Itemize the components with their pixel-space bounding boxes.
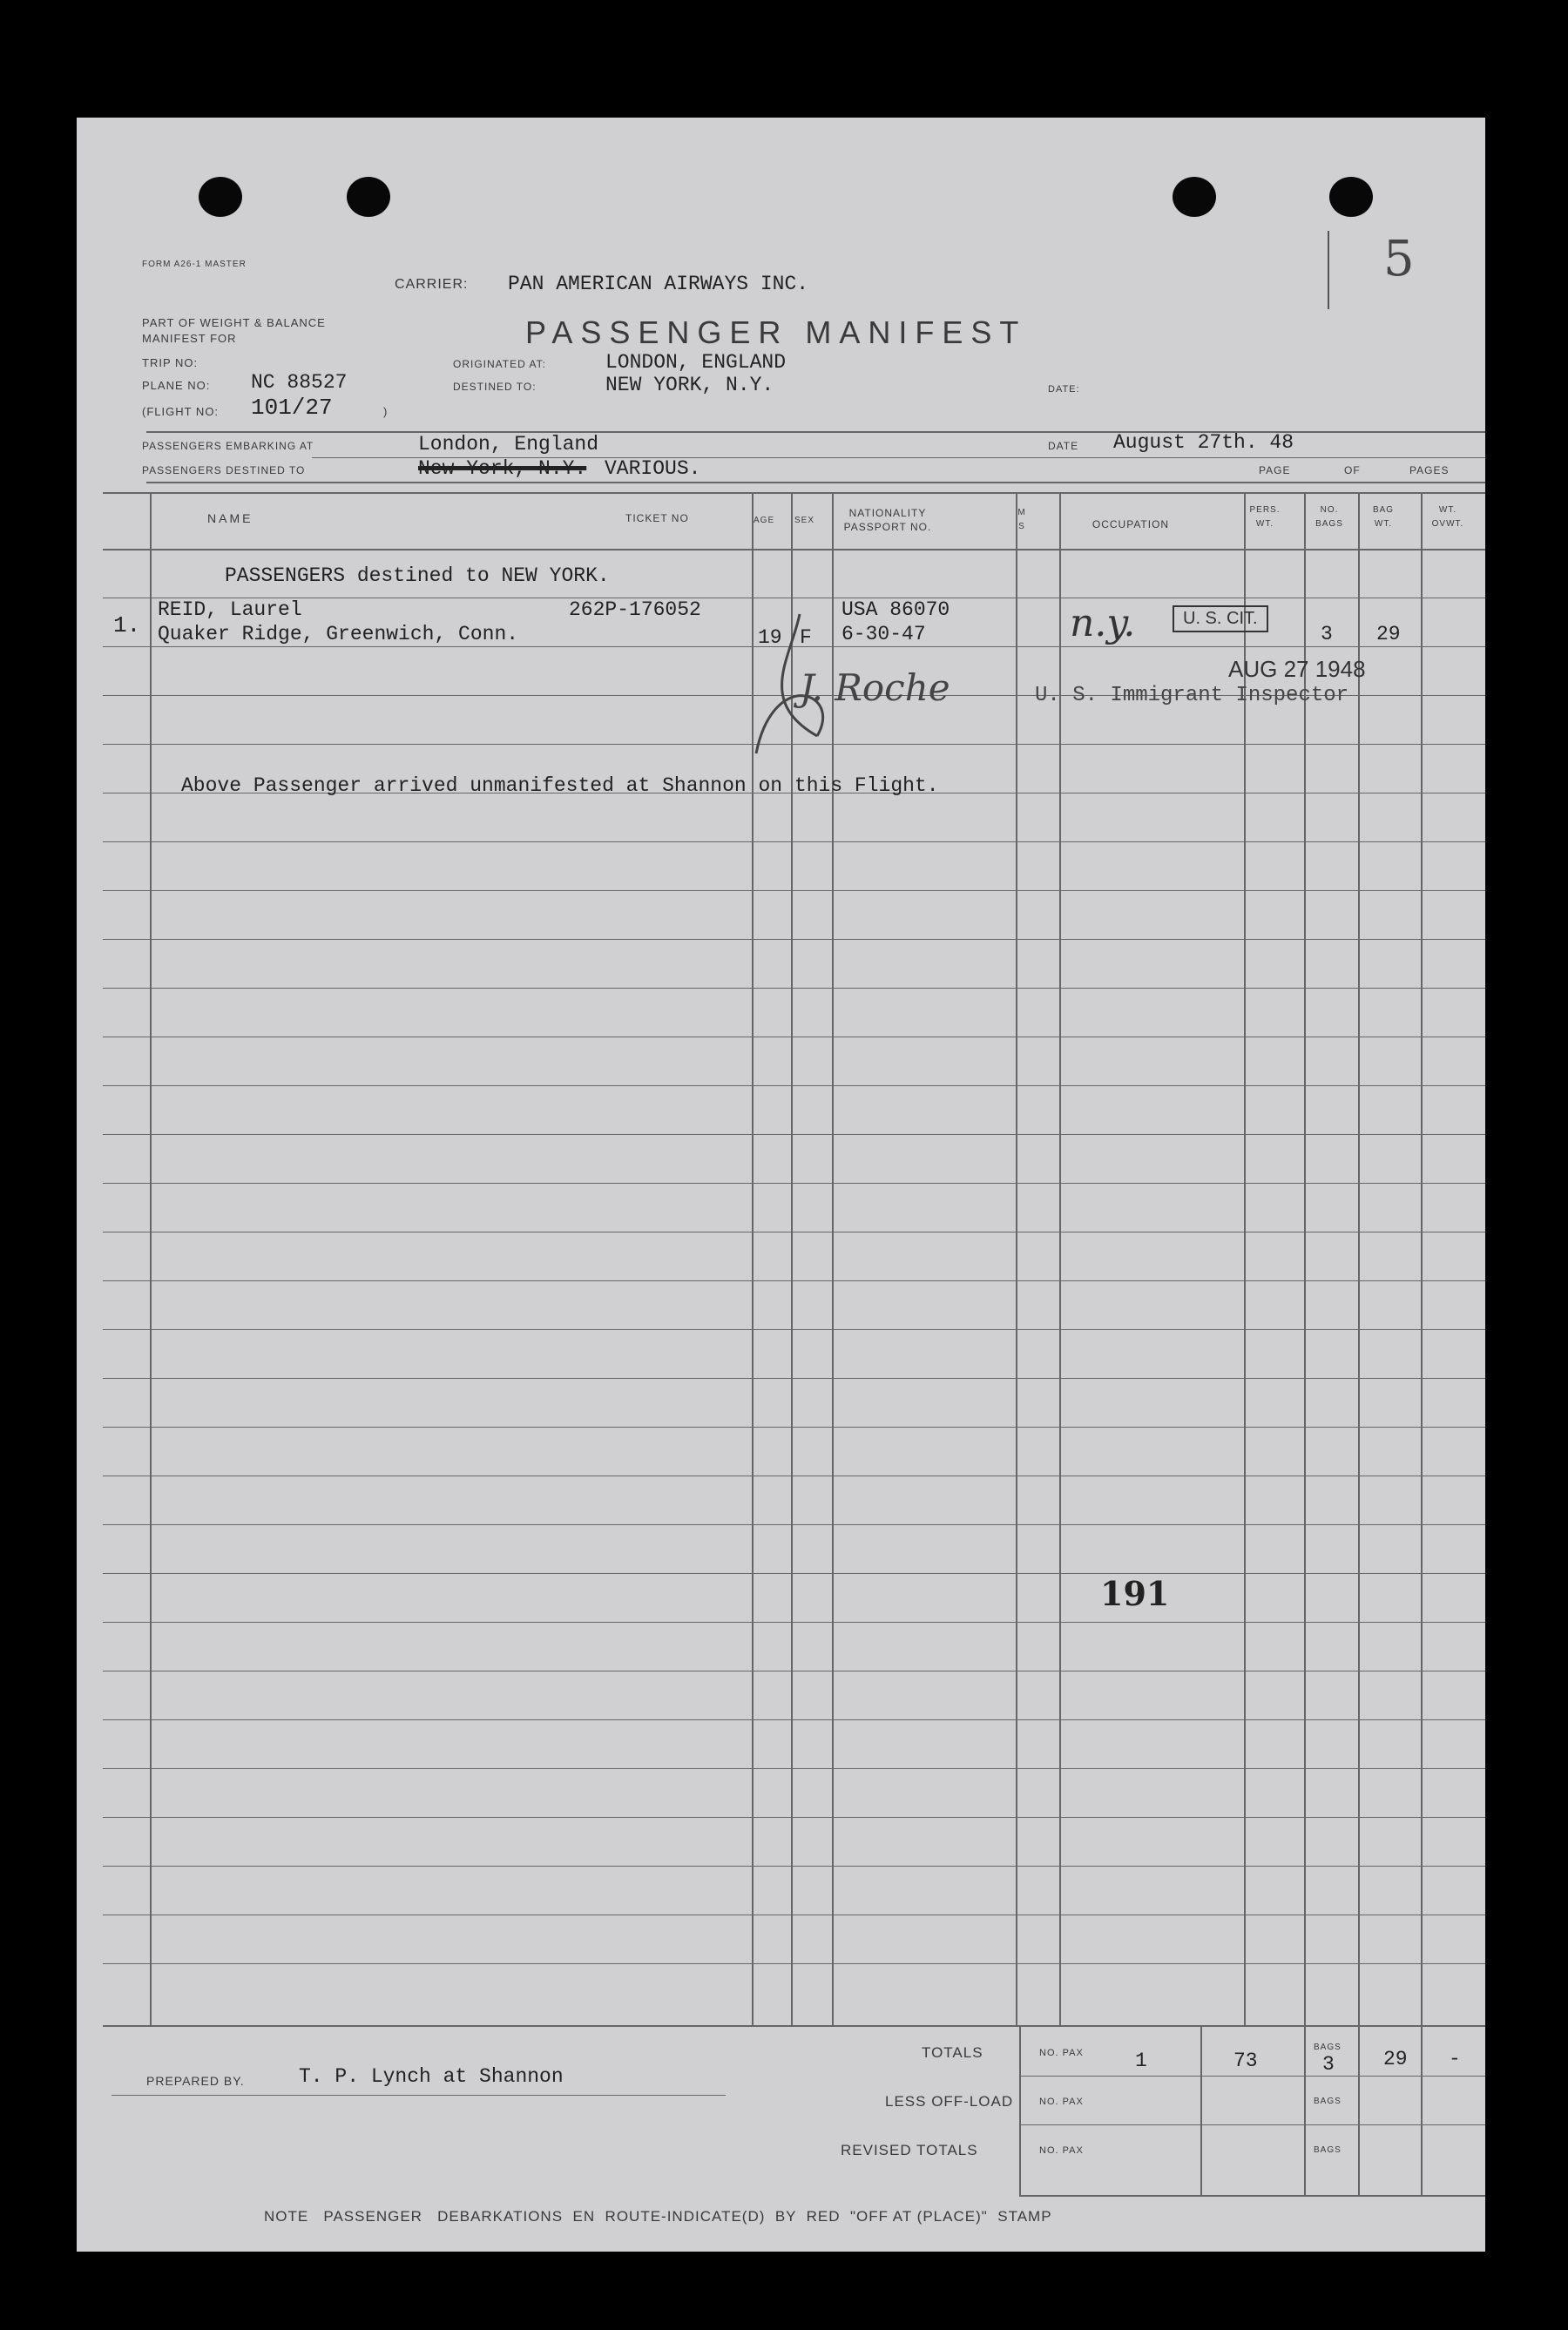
arrival-note: Above Passenger arrived unmanifested at Shannon on this Flight. xyxy=(181,774,939,797)
totals-rule xyxy=(1304,2025,1306,2195)
col-nationality: NATIONALITY xyxy=(848,507,927,519)
stamp-date: AUG 27 1948 xyxy=(1228,656,1366,682)
flight-no-close: ) xyxy=(383,405,389,418)
table-rule xyxy=(103,1524,1485,1525)
table-column-rule xyxy=(1358,492,1360,2025)
prepared-by-label: PREPARED BY. xyxy=(146,2074,245,2088)
col-ticket: TICKET NO xyxy=(625,512,689,524)
no-pax-label-3: NO. PAX xyxy=(1039,2145,1084,2156)
no-pax-label-1: NO. PAX xyxy=(1039,2048,1084,2058)
of-label: OF xyxy=(1344,464,1361,476)
punch-hole xyxy=(1173,177,1216,217)
trip-no-label: TRIP NO: xyxy=(142,356,199,369)
table-rule xyxy=(103,1573,1485,1574)
document-title: PASSENGER MANIFEST xyxy=(525,314,1027,350)
embarking-value: London, England xyxy=(418,433,599,456)
carrier-name: PAN AMERICAN AIRWAYS INC. xyxy=(508,273,809,295)
table-column-rule xyxy=(1244,492,1246,2025)
col-sex: SEX xyxy=(794,516,815,525)
less-offload-label: LESS OFF-LOAD xyxy=(885,2093,1014,2110)
occupation-handwriting: n.y. xyxy=(1070,601,1136,645)
table-rule xyxy=(103,1768,1485,1769)
passenger-ticket: 262P-176052 xyxy=(569,598,701,621)
pages-label: PAGES xyxy=(1409,464,1450,476)
col-ovwt-a: WT. xyxy=(1438,505,1457,515)
totals-rule xyxy=(1019,2195,1485,2197)
table-rule xyxy=(103,1085,1485,1086)
totals-rule xyxy=(1019,2076,1485,2077)
rule xyxy=(146,482,1485,483)
table-column-rule xyxy=(150,492,152,2025)
prepared-by-value: T. P. Lynch at Shannon xyxy=(299,2065,564,2088)
table-rule xyxy=(103,1622,1485,1623)
table-rule xyxy=(103,549,1485,550)
table-rule xyxy=(103,1719,1485,1720)
destined-struck: New York, N.Y. xyxy=(418,457,587,480)
totals-rule xyxy=(1200,2025,1202,2195)
total-weight: 73 xyxy=(1233,2050,1258,2072)
embarking-label: PASSENGERS EMBARKING AT xyxy=(142,440,314,452)
col-ms-s: S xyxy=(1018,522,1025,531)
passenger-number: 1. xyxy=(113,612,141,638)
totals-rule xyxy=(1421,2025,1423,2195)
manifest-page xyxy=(77,118,1485,2252)
col-pers-wt-a: PERS. xyxy=(1249,505,1281,515)
table-rule xyxy=(103,2025,1485,2027)
footer-note: NOTE PASSENGER DEBARKATIONS EN ROUTE-INDICATE(D) BY RED "OFF AT (PLACE)" STAMP xyxy=(264,2208,1052,2225)
passenger-nationality: USA 86070 xyxy=(841,598,950,621)
bags-label-2: BAGS xyxy=(1314,2097,1342,2106)
totals-label: TOTALS xyxy=(922,2044,983,2061)
table-rule xyxy=(103,1866,1485,1867)
plane-no-value: NC 88527 xyxy=(251,371,348,394)
table-rule xyxy=(103,890,1485,891)
col-passport: PASSPORT NO. xyxy=(843,521,932,533)
page-mark: 5 xyxy=(1383,231,1415,287)
stamp-inspector: U. S. Immigrant Inspector xyxy=(1035,684,1349,707)
plane-no-label: PLANE NO: xyxy=(142,379,211,392)
passenger-passport-date: 6-30-47 xyxy=(841,623,926,645)
punch-hole xyxy=(1329,177,1373,217)
col-ms-m: M xyxy=(1017,508,1026,517)
section-heading: PASSENGERS destined to NEW YORK. xyxy=(225,564,610,587)
punch-hole xyxy=(199,177,242,217)
revised-totals-label: REVISED TOTALS xyxy=(841,2142,978,2158)
table-rule xyxy=(103,492,1485,494)
table-column-rule xyxy=(1016,492,1017,2025)
no-pax-label-2: NO. PAX xyxy=(1039,2097,1084,2107)
table-rule xyxy=(103,1183,1485,1184)
table-rule xyxy=(103,939,1485,940)
table-column-rule xyxy=(1304,492,1306,2025)
table-rule xyxy=(103,1378,1485,1379)
totals-rule xyxy=(1358,2025,1360,2195)
flight-no-value: 101/27 xyxy=(251,395,333,421)
destined-label: DESTINED TO: xyxy=(453,381,537,393)
passenger-age: 19 xyxy=(758,626,782,649)
table-rule xyxy=(103,1817,1485,1818)
total-bags: 3 xyxy=(1322,2053,1335,2076)
passenger-sex: F xyxy=(800,626,812,649)
col-no-bags-a: NO. xyxy=(1320,505,1339,515)
col-bag-wt-b: WT. xyxy=(1374,519,1393,529)
col-name: NAME xyxy=(207,511,253,525)
passenger-name: REID, Laurel xyxy=(158,598,302,621)
page-label: PAGE xyxy=(1259,464,1291,476)
table-rule xyxy=(103,1671,1485,1672)
manifest-for-label: MANIFEST FOR xyxy=(142,332,237,345)
passenger-bags: 3 xyxy=(1321,623,1333,645)
punch-hole xyxy=(347,177,390,217)
totals-rule xyxy=(1019,2025,1021,2195)
total-bag-wt: 29 xyxy=(1383,2048,1408,2070)
flight-no-label: (FLIGHT NO: xyxy=(142,405,220,418)
table-rule xyxy=(103,1427,1485,1428)
passenger-address: Quaker Ridge, Greenwich, Conn. xyxy=(158,623,519,645)
col-bag-wt-a: BAG xyxy=(1372,505,1395,515)
col-age: AGE xyxy=(754,516,775,525)
col-no-bags-b: BAGS xyxy=(1315,519,1343,529)
signature-flourish xyxy=(739,605,878,762)
destined-value: NEW YORK, N.Y. xyxy=(605,374,774,396)
col-occupation: OCCUPATION xyxy=(1092,518,1170,530)
part-of-wb-label: PART OF WEIGHT & BALANCE xyxy=(142,316,326,329)
destined-various: VARIOUS. xyxy=(605,457,701,480)
table-rule xyxy=(103,1134,1485,1135)
table-column-rule xyxy=(1059,492,1061,2025)
table-column-rule xyxy=(1421,492,1423,2025)
total-dash: - xyxy=(1449,2048,1461,2070)
inspector-signature: J. Roche xyxy=(800,666,950,709)
page-number: 191 xyxy=(1100,1574,1170,1613)
table-rule xyxy=(103,1963,1485,1964)
table-rule xyxy=(103,1280,1485,1281)
form-number: FORM A26-1 MASTER xyxy=(142,260,247,269)
embark-date-label: DATE xyxy=(1048,440,1079,452)
col-ovwt-b: OVWT. xyxy=(1431,519,1464,529)
bags-label-1: BAGS xyxy=(1314,2043,1342,2052)
table-rule xyxy=(103,1232,1485,1233)
totals-rule xyxy=(1019,2124,1485,2125)
originated-value: LONDON, ENGLAND xyxy=(605,351,787,374)
total-pax: 1 xyxy=(1135,2050,1147,2072)
carrier-label: CARRIER: xyxy=(395,277,469,292)
table-rule xyxy=(103,1329,1485,1330)
date-label-top: DATE: xyxy=(1048,384,1080,395)
originated-label: ORIGINATED AT: xyxy=(453,358,546,370)
bags-label-3: BAGS xyxy=(1314,2145,1342,2155)
destined-to-label: PASSENGERS DESTINED TO xyxy=(142,464,306,476)
passenger-bag-wt: 29 xyxy=(1376,623,1401,645)
embark-date-value: August 27th. 48 xyxy=(1113,431,1294,454)
table-rule xyxy=(103,841,1485,842)
table-rule xyxy=(103,988,1485,989)
prepared-by-line xyxy=(112,2095,726,2096)
citizen-stamp: U. S. CIT. xyxy=(1173,605,1268,632)
col-pers-wt-b: WT. xyxy=(1255,519,1274,529)
